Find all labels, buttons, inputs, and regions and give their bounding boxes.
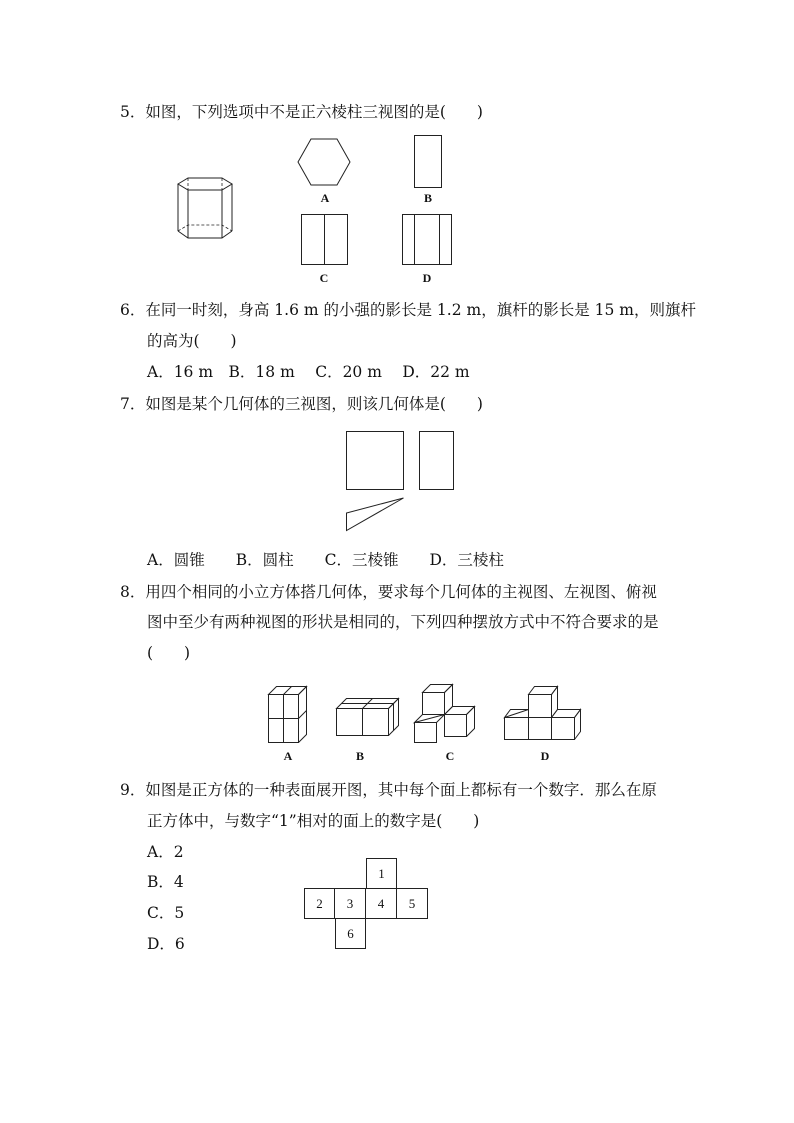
question-9-stem-line1: 9．如图是正方体的一种表面展开图，其中每个面上都标有一个数字．那么在原 [120,781,657,799]
net-face-bottom: 6 [335,918,366,949]
question-9-option-b: B．4 [147,873,184,891]
net-face-1: 2 [304,888,335,919]
option-a-hexagon [297,138,353,188]
option-b-label: B [423,191,432,205]
question-9-option-a: A．2 [147,843,184,861]
option-a-label: A [320,191,330,205]
option-c-label: C [319,271,329,285]
cube-arrangement-a-label: A [283,749,293,763]
three-views-figure [346,431,456,533]
question-9-stem-line2: 正方体中，与数字“1”相对的面上的数字是( ) [147,812,480,830]
option-b-rectangle [414,135,444,191]
option-c-view [301,214,351,268]
option-d-view [402,214,454,268]
cube-net [304,858,430,952]
question-8-stem-line2: 图中至少有两种视图的形状是相同的，下列四种摆放方式中不符合要求的是 [147,613,659,631]
question-7-stem: 7．如图是某个几何体的三视图，则该几何体是( ) [120,395,483,413]
cube-arrangement-b [336,698,402,742]
question-8-stem-line1: 8．用四个相同的小立方体搭几何体，要求每个几何体的主视图、左视图、俯视 [120,583,657,601]
cube-arrangement-b-label: B [355,749,364,763]
question-7-options: A．圆锥 B．圆柱 C．三棱锥 D．三棱柱 [147,551,504,569]
hexagonal-prism-figure [176,176,236,246]
cube-arrangement-a [268,686,310,746]
option-d-label: D [422,271,432,285]
cube-arrangement-d-label: D [540,749,550,763]
question-6-options: A．16 m B．18 m C．20 m D．22 m [147,363,470,381]
question-9-option-c: C．5 [147,904,185,922]
cube-arrangement-c [414,684,478,746]
cube-arrangement-c-label: C [445,749,455,763]
question-6-stem-line2: 的高为( ) [147,332,237,350]
question-8-stem-line3: ( ) [147,644,191,662]
question-9-option-d: D．6 [147,935,185,953]
cube-arrangement-d [504,686,584,744]
net-face-3: 4 [366,888,397,919]
net-face-top: 1 [366,858,397,889]
net-face-2: 3 [335,888,366,919]
question-6-stem-line1: 6．在同一时刻，身高 1.6 m 的小强的影长是 1.2 m，旗杆的影长是 15 m，则旗杆 [120,301,696,319]
net-face-4: 5 [397,888,428,919]
question-5-stem: 5．如图，下列选项中不是正六棱柱三视图的是( ) [120,103,483,121]
